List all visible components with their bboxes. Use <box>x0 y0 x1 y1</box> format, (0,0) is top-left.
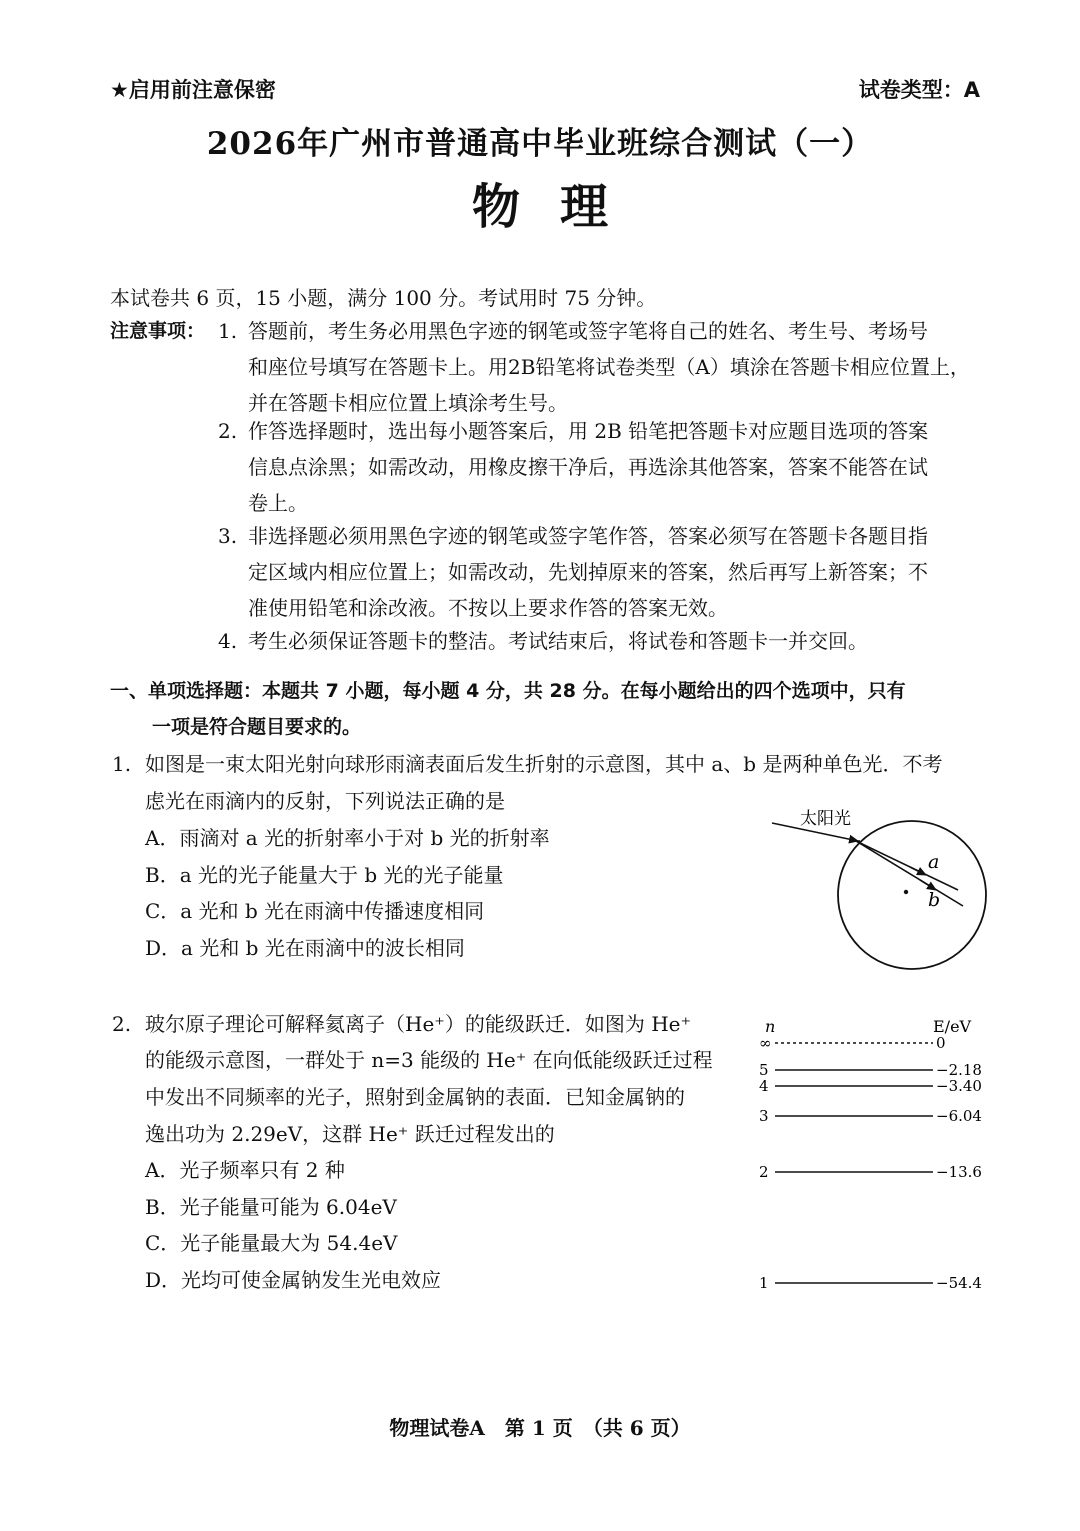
energy-level-n: 2 <box>759 1163 769 1181</box>
subject-title: 物理 <box>471 179 648 235</box>
note-item-3 <box>218 518 983 626</box>
question-2-line: 玻尔原子理论可解释氦离子（He⁺）的能级跃迁．如图为 He⁺ <box>145 1012 692 1036</box>
question-2-number: 2. <box>112 1012 132 1036</box>
note-line: 定区域内相应位置上；如需改动，先划掉原来的答案，然后再写上新答案；不 <box>248 560 928 584</box>
note-line: 并在答题卡相应位置上填涂考生号。 <box>248 391 568 415</box>
note-number: 2. <box>218 419 238 443</box>
note-line: 和座位号填写在答题卡上。用2B铅笔将试卷类型（A）填涂在答题卡相应位置上， <box>248 355 970 379</box>
note-item-2 <box>218 413 983 521</box>
question-2-option-b: B．光子能量可能为 6.04eV <box>145 1195 397 1219</box>
question-2-option-c: C．光子能量最大为 54.4eV <box>145 1231 398 1255</box>
exam-title: 2026年广州市普通高中毕业班综合测试（一） <box>206 126 874 162</box>
question-1-number: 1. <box>112 752 132 776</box>
energy-level-value: −2.18 <box>936 1061 982 1079</box>
energy-level-value: −3.40 <box>936 1077 982 1095</box>
note-number: 3. <box>218 524 238 548</box>
energy-axis-header: E/eV <box>933 1017 972 1036</box>
ray-a-label: a <box>928 851 940 873</box>
energy-level-diagram <box>755 1010 985 1295</box>
confidential-notice: ★启用前注意保密 <box>110 78 276 102</box>
energy-level-n: 4 <box>759 1077 769 1095</box>
energy-level-n: 1 <box>759 1274 769 1292</box>
intro-text: 本试卷共 6 页，15 小题，满分 100 分。考试用时 75 分钟。 <box>110 286 657 310</box>
note-item-1 <box>218 313 983 421</box>
note-line: 信息点涂黑；如需改动，用橡皮擦干净后，再选涂其他答案，答案不能答在试 <box>248 455 928 479</box>
section-line: 一、单项选择题：本题共 7 小题，每小题 4 分，共 28 分。在每小题给出的四个选项中，只有 <box>110 680 906 702</box>
ray-b-label: b <box>928 889 941 911</box>
note-item-4 <box>218 623 983 659</box>
raindrop-refraction-figure <box>760 800 990 970</box>
question-1-option-c: C．a 光和 b 光在雨滴中传播速度相同 <box>145 899 485 923</box>
note-line: 答题前，考生务必用黑色字迹的钢笔或签字笔将自己的姓名、考生号、考场号 <box>248 319 928 343</box>
note-line: 考生必须保证答题卡的整洁。考试结束后，将试卷和答题卡一并交回。 <box>248 629 868 653</box>
question-2-line: 的能级示意图，一群处于 n=3 能级的 He⁺ 在向低能级跃迁过程 <box>145 1048 713 1072</box>
page-footer: 物理试卷A 第 1 页 （共 6 页） <box>389 1416 691 1440</box>
energy-level-n: 3 <box>759 1107 769 1125</box>
question-2-line: 逸出功为 2.29eV，这群 He⁺ 跃迁过程发出的 <box>145 1122 555 1146</box>
note-line: 作答选择题时，选出每小题答案后，用 2B 铅笔把答题卡对应题目选项的答案 <box>248 419 929 443</box>
energy-level-n: 5 <box>759 1061 769 1079</box>
raindrop-center <box>904 890 908 894</box>
note-number: 1. <box>218 319 238 343</box>
refracted-ray-b <box>856 841 963 906</box>
question-1-line: 虑光在雨滴内的反射，下列说法正确的是 <box>145 789 505 813</box>
refracted-ray-a <box>856 841 958 890</box>
energy-level-value: 0 <box>936 1034 946 1052</box>
notes-label: 注意事项： <box>110 320 206 342</box>
section-heading <box>110 673 985 745</box>
n-axis-header: n <box>765 1017 776 1036</box>
energy-levels <box>759 1034 982 1292</box>
energy-level-n: ∞ <box>759 1034 772 1052</box>
paper-type: 试卷类型：A <box>858 78 980 102</box>
question-1-line: 如图是一束太阳光射向球形雨滴表面后发生折射的示意图，其中 a、b 是两种单色光．不考 <box>145 752 943 776</box>
section-line: 一项是符合题目要求的。 <box>152 716 362 738</box>
sunlight-label: 太阳光 <box>800 809 851 829</box>
energy-level-value: −13.6 <box>936 1163 982 1181</box>
question-1-option-d: D．a 光和 b 光在雨滴中的波长相同 <box>145 936 465 960</box>
question-2-line: 中发出不同频率的光子，照射到金属钠的表面．已知金属钠的 <box>145 1085 685 1109</box>
note-line: 卷上。 <box>248 491 308 515</box>
energy-level-value: −6.04 <box>936 1107 982 1125</box>
ray-a-arrow <box>910 867 926 875</box>
note-number: 4. <box>218 629 238 653</box>
question-1-option-a: A．雨滴对 a 光的折射率小于对 b 光的折射率 <box>145 826 550 850</box>
energy-level-value: −54.4 <box>936 1274 982 1292</box>
question-2-option-a: A．光子频率只有 2 种 <box>145 1158 345 1182</box>
note-line: 非选择题必须用黑色字迹的钢笔或签字笔作答，答案必须写在答题卡各题目指 <box>248 524 928 548</box>
question-1-option-b: B．a 光的光子能量大于 b 光的光子能量 <box>145 863 504 887</box>
question-2-option-d: D．光均可使金属钠发生光电效应 <box>145 1268 442 1292</box>
note-line: 准使用铅笔和涂改液。不按以上要求作答的答案无效。 <box>248 596 728 620</box>
